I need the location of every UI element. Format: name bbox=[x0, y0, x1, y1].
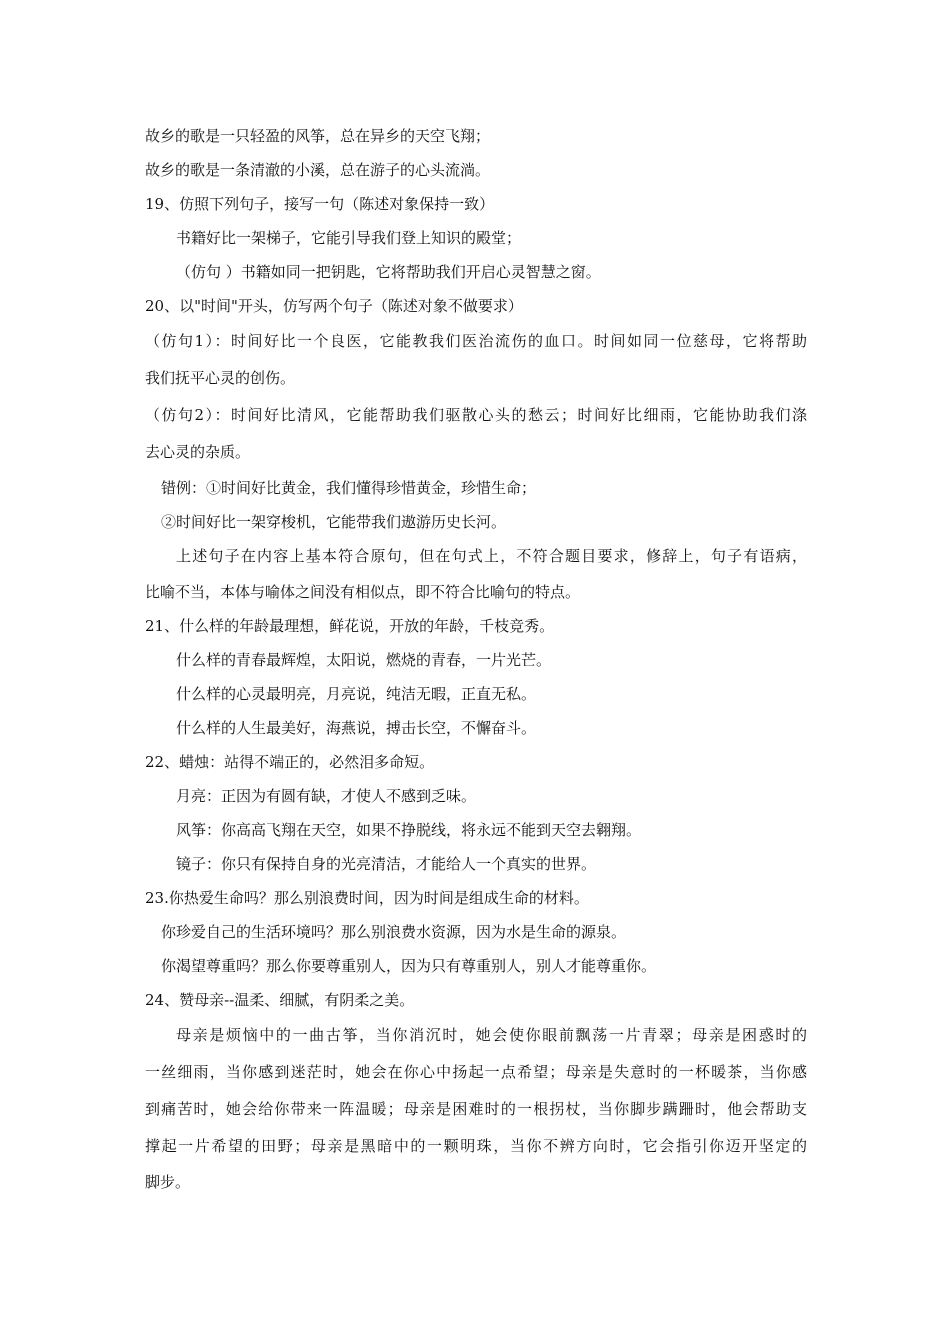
text-line: ②时间好比一架穿梭机，它能带我们遨游历史长河。 bbox=[161, 513, 507, 531]
text-line: 母亲是烦恼中的一曲古筝，当你消沉时，她会使你眼前飘荡一片青翠；母亲是困惑时的 bbox=[176, 1026, 807, 1044]
text-line: 书籍好比一架梯子，它能引导我们登上知识的殿堂； bbox=[176, 229, 522, 247]
text-line: 什么样的青春最辉煌，太阳说，燃烧的青春，一片光芒。 bbox=[176, 651, 552, 669]
text-line: 月亮：正因为有圆有缺，才使人不感到乏味。 bbox=[176, 787, 477, 805]
question-heading: 23.你热爱生命吗？那么别浪费时间，因为时间是组成生命的材料。 bbox=[145, 889, 589, 907]
text-line: 风筝：你高高飞翔在天空，如果不挣脱线，将永远不能到天空去翱翔。 bbox=[176, 821, 642, 839]
text-line: 你珍爱自己的生活环境吗？那么别浪费水资源，因为水是生命的源泉。 bbox=[161, 923, 627, 941]
text-line: 故乡的歌是一只轻盈的风筝，总在异乡的天空飞翔； bbox=[145, 127, 491, 145]
text-line: 上述句子在内容上基本符合原句，但在句式上，不符合题目要求，修辞上，句子有语病， bbox=[176, 547, 807, 565]
text-line: （仿句2）：时间好比清风，它能帮助我们驱散心头的愁云；时间好比细雨，它能协助我们涤 bbox=[145, 406, 807, 424]
question-heading: 20、以"时间"开头，仿写两个句子（陈述对象不做要求） bbox=[145, 297, 523, 315]
text-line: 镜子：你只有保持自身的光亮清洁，才能给人一个真实的世界。 bbox=[176, 855, 597, 873]
text-line: 什么样的人生最美好，海燕说，搏击长空，不懈奋斗。 bbox=[176, 719, 537, 737]
text-line: 去心灵的杂质。 bbox=[145, 443, 251, 461]
text-line: 脚步。 bbox=[145, 1173, 191, 1191]
text-line: （仿句 ）书籍如同一把钥匙，它将帮助我们开启心灵智慧之窗。 bbox=[176, 263, 601, 281]
text-line: 故乡的歌是一条清澈的小溪，总在游子的心头流淌。 bbox=[145, 161, 491, 179]
text-line: 你渴望尊重吗？那么你要尊重别人，因为只有尊重别人，别人才能尊重你。 bbox=[161, 957, 657, 975]
text-line: 撑起一片希望的田野；母亲是黑暗中的一颗明珠，当你不辨方向时，它会指引你迈开坚定的 bbox=[145, 1137, 807, 1155]
question-heading: 19、仿照下列句子，接写一句（陈述对象保持一致） bbox=[145, 195, 495, 213]
text-line: 我们抚平心灵的创伤。 bbox=[145, 369, 296, 387]
text-line: 比喻不当，本体与喻体之间没有相似点，即不符合比喻句的特点。 bbox=[145, 583, 581, 601]
question-heading: 22、蜡烛：站得不端正的，必然泪多命短。 bbox=[145, 753, 435, 771]
text-line: 错例：①时间好比黄金，我们懂得珍惜黄金，珍惜生命； bbox=[161, 479, 537, 497]
question-heading: 21、什么样的年龄最理想，鲜花说，开放的年龄，千枝竞秀。 bbox=[145, 617, 555, 635]
text-line: （仿句1）：时间好比一个良医，它能教我们医治流伤的血口。时间如同一位慈母，它将帮助 bbox=[145, 332, 807, 350]
question-heading: 24、赞母亲--温柔、细腻，有阴柔之美。 bbox=[145, 991, 415, 1009]
text-line: 到痛苦时，她会给你带来一阵温暖；母亲是困难时的一根拐杖，当你脚步蹒跚时，他会帮助支 bbox=[145, 1100, 807, 1118]
text-line: 一丝细雨，当你感到迷茫时，她会在你心中扬起一点希望；母亲是失意时的一杯暖茶，当你感 bbox=[145, 1063, 807, 1081]
text-line: 什么样的心灵最明亮，月亮说，纯洁无暇，正直无私。 bbox=[176, 685, 537, 703]
